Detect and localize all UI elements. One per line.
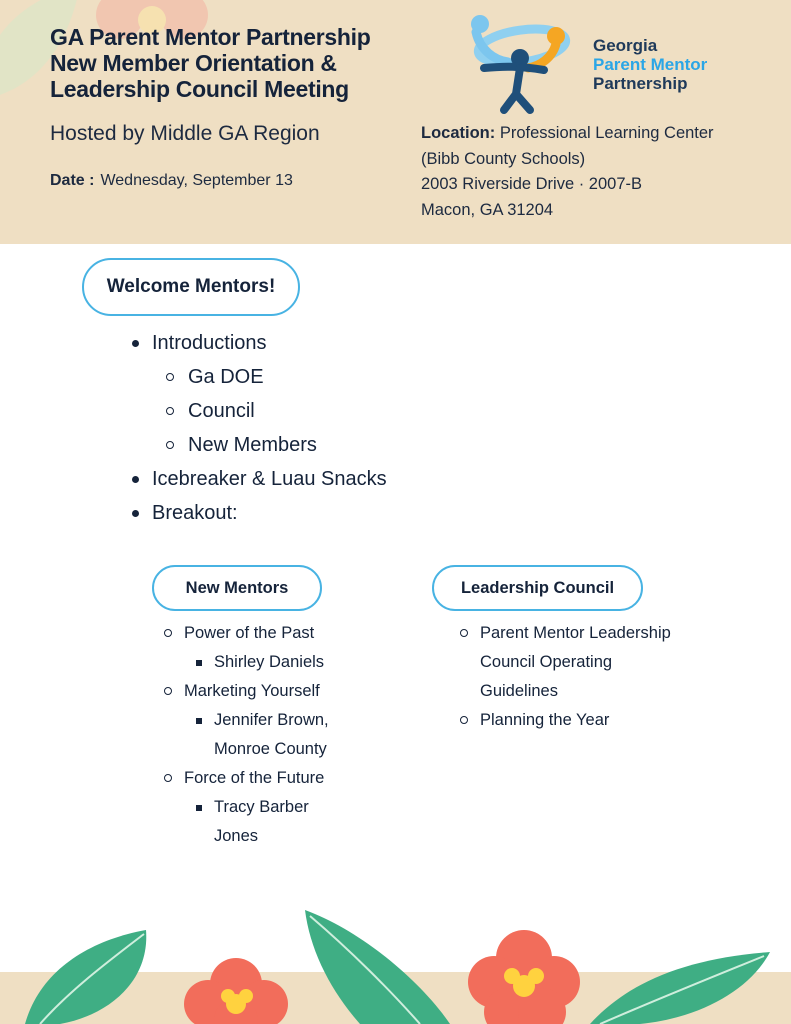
title-line: New Member Orientation & [50, 50, 337, 76]
location-line: (Bibb County Schools) [421, 149, 586, 168]
agenda-list [152, 330, 387, 534]
bullet-circle-icon [164, 629, 172, 637]
item-text: Planning the Year [480, 711, 610, 729]
bullet-circle-icon [166, 407, 174, 415]
list-item [152, 466, 387, 500]
logo-people-icon [464, 10, 576, 118]
welcome-heading: Welcome Mentors! [82, 258, 300, 316]
item-text: Breakout: [152, 502, 238, 524]
speaker-item [184, 793, 329, 822]
item-text: Force of the Future [184, 769, 325, 787]
tropical-leaf-icon [305, 910, 450, 1024]
item-text: Introductions [152, 332, 267, 354]
session-item-continued: Guidelines [480, 682, 558, 700]
speaker-item-continued: Jones [214, 827, 259, 845]
bullet-circle-icon [164, 687, 172, 695]
date-label: Date : [50, 172, 95, 189]
bullet-circle-icon [460, 716, 468, 724]
speaker-item-continued: Monroe County [214, 740, 327, 758]
item-text: Icebreaker & Luau Snacks [152, 468, 387, 490]
bullet-circle-icon [164, 774, 172, 782]
bullet-square-icon [196, 805, 202, 811]
tropical-leaf-icon [590, 952, 770, 1024]
item-text: Shirley Daniels [214, 653, 325, 671]
bullet-circle-icon [460, 629, 468, 637]
speaker-item [184, 706, 329, 735]
item-text: Parent Mentor Leadership [480, 624, 671, 642]
bullet-circle-icon [166, 441, 174, 449]
list-item [152, 432, 387, 466]
hosted-by: Hosted by Middle GA Region [50, 122, 320, 145]
bullet-dot-icon [132, 510, 139, 517]
title-line: GA Parent Mentor Partnership [50, 24, 371, 50]
item-text: Tracy Barber [214, 798, 309, 816]
item-text: Marketing Yourself [184, 682, 320, 700]
item-text: Ga DOE [188, 366, 264, 388]
session-item [480, 619, 671, 648]
bullet-dot-icon [132, 476, 139, 483]
item-text: Council [188, 400, 255, 422]
session-item [480, 706, 671, 735]
list-item [152, 330, 387, 364]
title-line: Leadership Council Meeting [50, 76, 349, 102]
location-label: Location: [421, 124, 496, 142]
session-item [184, 619, 329, 648]
location-line: 2003 Riverside Drive · 2007-B [421, 175, 643, 193]
location-line: Professional Learning Center [499, 124, 714, 142]
session-item-continued: Council Operating [480, 653, 613, 671]
bullet-circle-icon [166, 373, 174, 381]
event-location [421, 121, 771, 223]
bullet-square-icon [196, 660, 202, 666]
date-value: Wednesday, September 13 [100, 172, 293, 189]
item-text: Power of the Past [184, 624, 315, 642]
item-text: Jennifer Brown, [214, 711, 329, 729]
page-title [50, 24, 430, 102]
list-item [152, 364, 387, 398]
hibiscus-flower-icon [468, 930, 580, 1024]
logo-line: Partnership [593, 74, 688, 93]
location-line: Macon, GA 31204 [421, 200, 554, 219]
bullet-square-icon [196, 718, 202, 724]
event-date [50, 172, 293, 190]
logo-line: Parent Mentor [593, 55, 708, 74]
speaker-item [184, 648, 329, 677]
hibiscus-flower-icon [184, 958, 288, 1024]
item-text: New Members [188, 434, 317, 456]
logo-line: Georgia [593, 36, 658, 55]
leadership-council-heading: Leadership Council [432, 565, 643, 611]
bullet-dot-icon [132, 340, 139, 347]
footer-decoration [0, 900, 791, 1024]
new-mentors-heading: New Mentors [152, 565, 322, 611]
leadership-council-list [480, 619, 671, 735]
list-item [152, 500, 387, 534]
session-item [184, 677, 329, 706]
new-mentors-list [184, 619, 329, 851]
tropical-leaf-icon [25, 930, 146, 1024]
list-item [152, 398, 387, 432]
session-item [184, 764, 329, 793]
logo-wordmark [593, 36, 707, 93]
header-banner [0, 0, 791, 244]
